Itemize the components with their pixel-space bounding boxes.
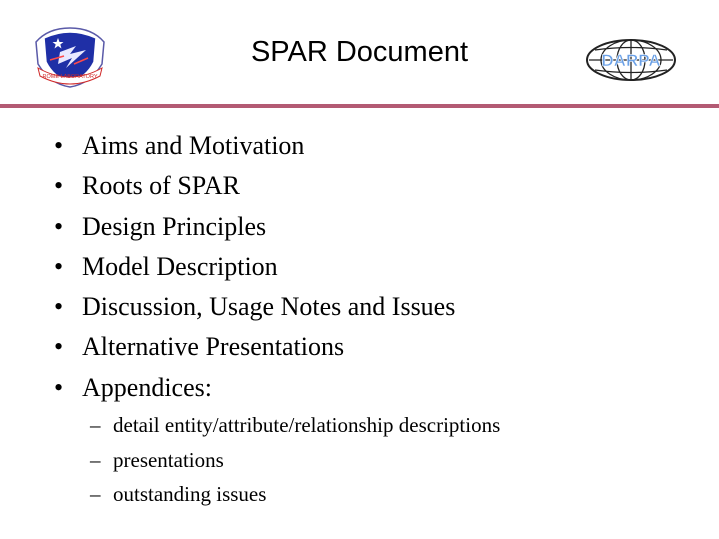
- bullet-text: Alternative Presentations: [82, 332, 345, 362]
- bullet-mark: •: [54, 211, 64, 241]
- bullet-text: Design Principles: [82, 211, 267, 241]
- bullet-text: Aims and Motivation: [82, 131, 305, 160]
- bullet-item: [54, 166, 455, 206]
- sub-bullet-mark: –: [90, 482, 101, 506]
- emblem-banner-text: ROME LABORATORY: [42, 74, 98, 80]
- darpa-logo-text: DARPA: [601, 51, 661, 70]
- sub-bullet-list: [90, 408, 500, 512]
- sub-bullet-item: [90, 477, 500, 512]
- bullet-mark: •: [54, 372, 64, 402]
- sub-bullet-text: detail entity/attribute/relationship descriptions: [113, 413, 501, 437]
- bullet-item: [54, 247, 455, 287]
- bullet-text: Discussion, Usage Notes and Issues: [82, 292, 456, 322]
- bullet-item: [54, 327, 455, 367]
- bullet-text: Appendices:: [82, 372, 212, 402]
- sub-bullet-item: [90, 408, 500, 443]
- bullet-item: [54, 207, 455, 247]
- bullet-mark: •: [54, 292, 64, 322]
- bullet-mark: •: [54, 332, 64, 362]
- darpa-logo: [585, 37, 677, 83]
- bullet-mark: •: [54, 131, 64, 160]
- sub-bullet-mark: –: [90, 447, 101, 472]
- title-divider: [0, 104, 719, 108]
- sub-bullet-text: presentations: [113, 447, 224, 472]
- slide-title: SPAR Document: [250, 36, 469, 68]
- bullet-list: [54, 126, 455, 408]
- sub-bullet-mark: –: [90, 413, 101, 437]
- bullet-item: [54, 368, 455, 408]
- bullet-mark: •: [54, 171, 64, 201]
- bullet-item: [54, 126, 455, 166]
- bullet-mark: •: [54, 251, 64, 281]
- bullet-text: Model Description: [82, 251, 278, 281]
- bullet-text: Roots of SPAR: [82, 171, 240, 201]
- sub-bullet-text: outstanding issues: [113, 482, 267, 506]
- sub-bullet-item: [90, 443, 500, 478]
- bullet-item: [54, 287, 455, 327]
